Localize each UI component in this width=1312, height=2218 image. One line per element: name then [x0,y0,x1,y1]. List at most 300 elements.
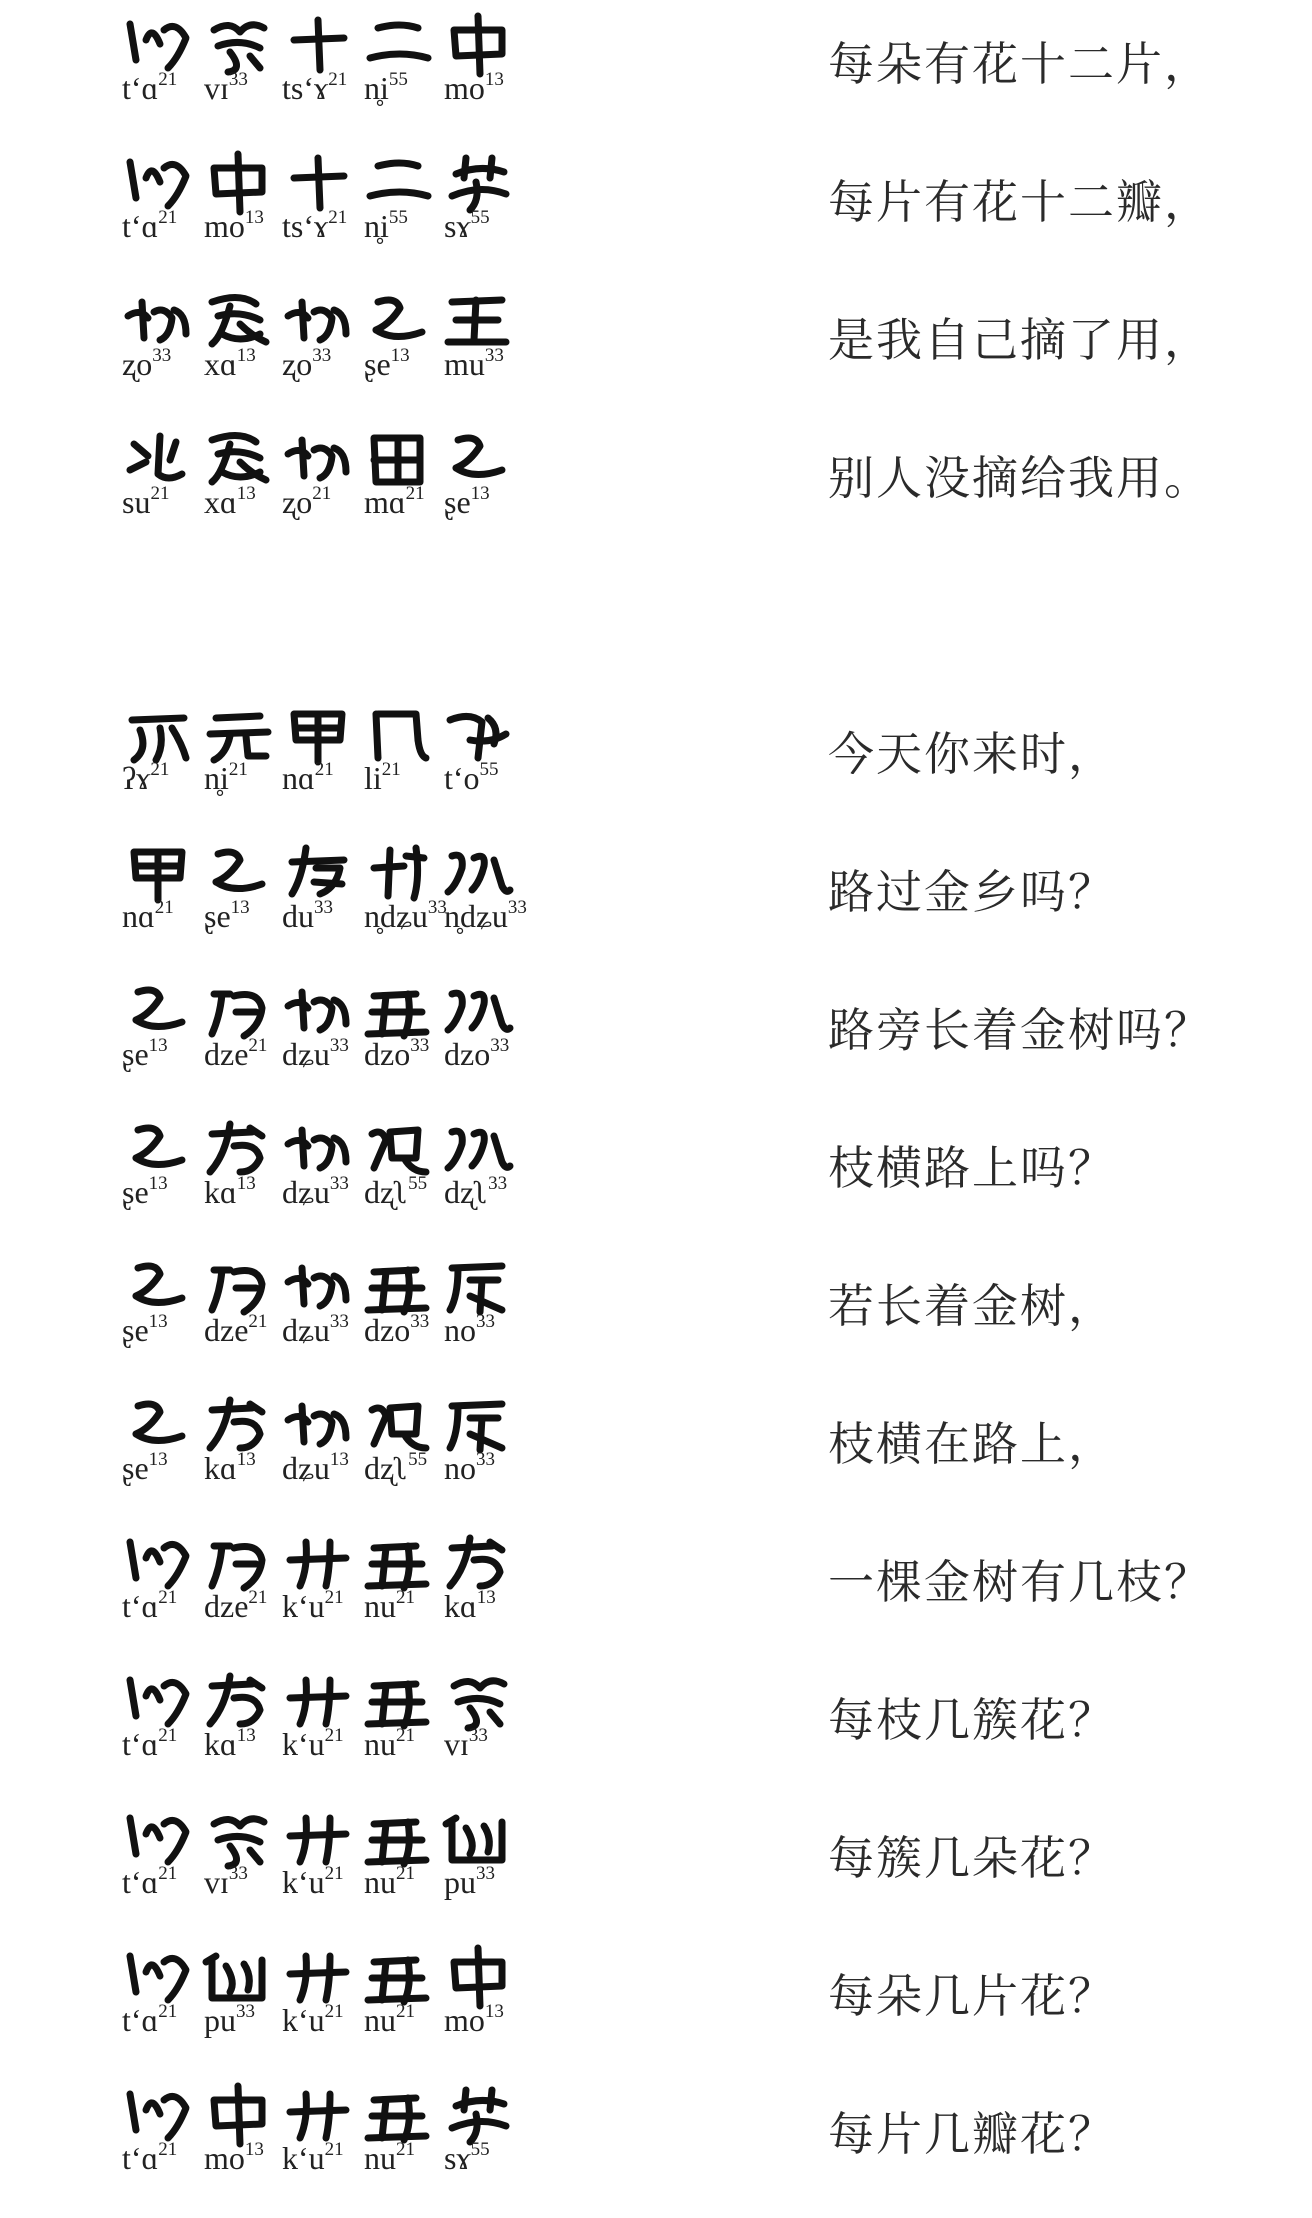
syllable [444,1726,488,1763]
glyph-f [440,2080,518,2148]
tone-number: 33 [410,1311,430,1333]
glyph-row [120,10,680,78]
romanization-row [122,484,682,524]
glyph-stroke [318,20,320,70]
glyph-stroke [470,182,477,210]
glyph-stroke [390,1130,418,1158]
glyph-row [120,1942,680,2010]
syllable [364,1726,415,1763]
glyph-stroke [484,1826,489,1852]
glyph-t [440,1114,518,1182]
glyph-stroke [212,1546,222,1586]
syllable [122,760,169,797]
tone-number: 21 [312,483,332,505]
glyph-stroke [214,25,264,32]
glyph-stroke [480,1280,482,1312]
syllable [364,1036,429,1073]
glyph-stroke [452,1822,502,1860]
glyph-stroke [494,1136,510,1167]
glyph-stroke [470,1434,502,1448]
glyph-stroke [376,300,400,330]
glyph-stroke [238,2086,240,2144]
song-line [0,148,1312,286]
glyph-stroke [292,860,344,862]
glyph-row [120,1390,680,1458]
glyph-h [200,286,278,354]
tone-number: 13 [236,345,256,367]
syllable [364,70,408,107]
syllable-text: dze [204,1588,249,1624]
glyph-stroke [334,1138,346,1162]
syllable-text: tsʻɤ [282,208,329,244]
glyph-u [200,976,278,1044]
glyph-stroke [130,1956,136,1992]
tone-number: 13 [148,1035,168,1057]
syllable [364,898,447,935]
syllable [204,1726,256,1763]
syllable [122,1036,168,1073]
syllable-text: kʻu [282,2140,325,2176]
glyph-stroke [382,996,386,1034]
glyph-row [120,148,680,216]
syllable [122,1864,177,1901]
translation: 枝横在路上， [828,1417,1116,1471]
syllable [364,2140,415,2177]
syllable-text: tʻo [444,760,480,796]
glyph-w [440,1528,518,1596]
glyph-z [280,2080,358,2148]
tone-number: 21 [324,1587,344,1609]
tone-number: 33 [329,1173,349,1195]
tone-number: 21 [324,1863,344,1885]
glyph-stroke [314,882,342,884]
glyph-stroke [302,1268,304,1304]
romanization-row [122,898,682,938]
tone-number: 21 [324,2001,344,2023]
romanization-row [122,1726,682,1766]
glyph-z [280,1666,358,1734]
glyph-stroke [456,468,502,475]
glyph-stroke [378,714,418,740]
tone-number: 33 [312,345,332,367]
syllable-text: tʻɑ [122,2002,159,2038]
translation: 每朵几片花？ [828,1969,1116,2023]
glyph-stroke [300,2094,306,2138]
tone-number: 21 [158,1587,178,1609]
glyph-a [120,10,198,78]
glyph-stroke [136,1434,182,1441]
glyph-row [120,838,680,906]
song-line [0,424,1312,562]
syllable-text: dzo [364,1036,411,1072]
syllable-text: vɪ [204,70,229,106]
syllable-text: tʻɑ [122,70,159,106]
glyph-stroke [172,728,186,758]
glyph-stroke [130,462,146,470]
glyph-stroke [326,1680,330,1724]
tone-number: 13 [236,1449,256,1471]
syllable [282,70,347,107]
romanization-row [122,208,682,248]
glyph-stroke [164,1958,186,2000]
syllable-text: mo [204,208,245,244]
syllable [444,760,499,797]
glyph-stroke [234,1697,260,1724]
glyph-m [120,700,198,768]
glyph-stroke [376,714,378,758]
syllable [282,1312,349,1349]
syllable [204,1312,267,1349]
glyph-stroke [300,1542,306,1586]
syllable-text: kʻu [282,2002,325,2038]
romanization-row [122,2002,682,2042]
syllable [122,1588,177,1625]
glyph-v [360,1804,438,1872]
tone-number: 33 [490,1035,510,1057]
glyph-stroke [368,1584,426,1586]
glyph-stroke [378,163,418,166]
glyph-stroke [368,1860,426,1862]
song-line [0,700,1312,838]
glyph-stroke [146,1965,160,1976]
romanization-row [122,1036,682,1076]
glyph-stroke [146,33,160,44]
song-line [0,1114,1312,1252]
translation: 若长着金树， [828,1279,1116,1333]
syllable-text: mu [444,346,485,382]
translation: 每朵有花十二片， [828,37,1212,91]
glyph-stroke [376,330,422,337]
syllable [204,1036,267,1073]
glyph-stroke [130,162,136,198]
glyph-stroke [368,1032,426,1034]
glyph-stroke [472,994,484,1028]
tone-number: 33 [410,1035,430,1057]
translation: 每簇几朵花？ [828,1831,1116,1885]
syllable [444,898,527,935]
glyph-stroke [382,1548,386,1586]
glyph-a [120,1804,198,1872]
syllable-text: ʂe [122,1312,149,1348]
glyph-i [200,838,278,906]
tone-number: 55 [408,1173,428,1195]
glyph-l [360,424,438,492]
glyph-d [360,10,438,78]
syllable [444,1036,509,1073]
syllable [444,2002,504,2039]
syllable-text: nu [364,1864,396,1900]
glyph-stroke [216,852,240,882]
tone-number: 21 [396,1587,415,1609]
syllable [122,2140,177,2177]
syllable [444,1174,507,1211]
glyph-stroke [234,1145,260,1172]
translation: 枝横路上吗？ [828,1141,1116,1195]
syllable-text: vɪ [444,1726,469,1762]
syllable-text: dzo [444,1036,491,1072]
syllable-text: dʐʅ [364,1450,409,1486]
glyph-stroke [470,734,506,741]
syllable-text: mo [444,2002,485,2038]
tone-number: 21 [248,1035,268,1057]
translation: 别人没摘给我用。 [828,451,1212,505]
glyph-o [120,838,198,906]
glyph-stroke [388,850,390,896]
song-line [0,1666,1312,1804]
syllable-text: n̥dʑu [444,898,508,934]
glyph-stroke [494,860,510,891]
romanization-row [122,1312,682,1352]
tone-number: 33 [152,345,172,367]
glyph-stroke [448,993,462,1030]
syllable-text: tʻɑ [122,2140,159,2176]
syllable-text: dʑu [282,1312,330,1348]
syllable [364,1450,427,1487]
glyph-stroke [470,1296,502,1310]
tone-number: 33 [488,1173,508,1195]
syllable-text: dʑu [282,1174,330,1210]
glyph-stroke [302,1130,304,1166]
glyph-stroke [466,1828,472,1854]
glyph-stroke [450,1268,458,1310]
glyph-a [120,148,198,216]
tone-number: 21 [228,759,248,781]
glyph-stroke [134,444,148,456]
syllable [204,2002,255,2039]
syllable-text: ʂe [122,1450,149,1486]
glyph-i [360,286,438,354]
syllable-text: n̥i [364,208,389,244]
glyph-stroke [418,740,426,758]
glyph-stroke [474,1559,500,1586]
glyph-a [120,1942,198,2010]
tone-number: 55 [470,2139,490,2161]
glyph-stroke [164,26,186,68]
syllable [282,898,333,935]
glyph-stroke [216,882,262,889]
syllable-text: ʂe [444,484,471,520]
syllable [204,346,256,383]
glyph-stroke [130,1542,136,1578]
glyph-g [280,976,358,1044]
syllable-text: nɑ [282,760,315,796]
glyph-b [440,1666,518,1734]
glyph-i [120,976,198,1044]
glyph-stroke [372,1408,386,1444]
glyph-stroke [472,856,484,890]
song-line [0,1528,1312,1666]
romanization-row [122,2140,682,2180]
glyph-v [360,1528,438,1596]
syllable [364,2002,415,2039]
translation: 路过金乡吗？ [828,865,1116,919]
glyph-stroke [226,1966,232,1992]
tone-number: 33 [329,1035,349,1057]
tone-number: 21 [396,1863,415,1885]
glyph-stroke [164,1544,186,1586]
translation: 每枝几簇花？ [828,1693,1116,1747]
tone-number: 21 [158,1863,178,1885]
syllable-text: dʑu [282,1450,330,1486]
glyph-d [360,148,438,216]
syllable [122,1174,168,1211]
syllable [282,1588,344,1625]
glyph-x [360,1390,438,1458]
syllable-text: dze [204,1036,249,1072]
glyph-v [360,1252,438,1320]
syllable-text: kɑ [204,1174,237,1210]
glyph-stroke [472,1132,484,1166]
syllable [204,1450,256,1487]
romanization-row [122,1174,682,1214]
syllable-text: n̥dʑu [364,898,428,934]
glyph-stroke [164,2096,186,2138]
glyph-t [440,976,518,1044]
tone-number: 33 [228,1863,248,1885]
tone-number: 33 [476,1863,495,1885]
glyph-v [360,1942,438,2010]
tone-number: 33 [484,345,504,367]
syllable-text: mɑ [364,484,406,520]
glyph-stroke [334,1276,346,1300]
glyph-stroke [334,448,346,472]
syllable-text: vɪ [204,1864,229,1900]
syllable [364,1864,415,1901]
glyph-stroke [334,310,346,334]
syllable-text: no [444,1450,476,1486]
glyph-stroke [290,1558,346,1560]
syllable-text: dze [204,1312,249,1348]
tone-number: 13 [390,345,410,367]
glyph-stroke [464,2090,466,2110]
glyph-stroke [370,54,428,58]
glyph-row [120,1252,680,1320]
glyph-stroke [164,1820,186,1862]
glyph-stroke [326,1956,330,2000]
song-line [0,1252,1312,1390]
glyph-stroke [480,1418,482,1450]
glyph-stroke [234,1421,260,1448]
romanization-row [122,1588,682,1628]
glyph-g [280,286,358,354]
syllable [444,70,504,107]
tone-number: 21 [158,2139,178,2161]
syllable [364,484,425,521]
syllable [204,760,248,797]
syllable [282,1036,349,1073]
tone-number: 55 [388,207,408,229]
glyph-aa [200,1942,278,2010]
syllable-text: ʔɤ [122,760,151,796]
glyph-stroke [218,42,260,48]
glyph-g [280,1390,358,1458]
glyph-w [200,1666,278,1734]
glyph-stroke [146,171,160,182]
syllable [204,484,256,521]
glyph-stroke [130,2094,136,2130]
glyph-stroke [156,728,161,760]
glyph-stroke [490,158,492,178]
glyph-stroke [238,154,240,212]
syllable [282,1726,344,1763]
glyph-stroke [250,1850,260,1862]
syllable [204,898,250,935]
syllable [444,2140,490,2177]
glyph-stroke [334,1414,346,1438]
syllable [122,898,174,935]
tone-number: 21 [150,483,170,505]
glyph-stroke [290,1972,346,1974]
romanization-row [122,1450,682,1490]
glyph-row [120,286,680,354]
glyph-b [200,10,278,78]
tone-number: 33 [468,1725,488,1747]
glyph-stroke [222,334,260,339]
syllable-text: nu [364,2140,396,2176]
translation: 每片有花十二瓣， [828,175,1212,229]
tone-number: 13 [476,1587,496,1609]
syllable-text: sɤ [444,208,471,244]
syllable [282,1864,344,1901]
glyph-g [280,424,358,492]
syllable [282,1174,349,1211]
glyph-stroke [174,310,186,334]
syllable-text: kɑ [444,1588,477,1624]
syllable [122,2002,177,2039]
glyph-stroke [490,2090,492,2110]
syllable-text: nu [364,1726,396,1762]
glyph-stroke [314,1414,332,1444]
syllable-text: dʑu [282,1036,330,1072]
glyph-stroke [302,440,304,476]
glyph-w [200,1390,278,1458]
glyph-stroke [448,1131,462,1168]
glyph-stroke [170,442,176,460]
glyph-stroke [132,718,184,720]
tone-number: 33 [236,2001,255,2023]
glyph-n [200,700,278,768]
tone-number: 33 [314,897,333,919]
syllable-text: nu [364,1588,396,1624]
tone-number: 21 [248,1311,268,1333]
glyph-stroke [454,1681,504,1688]
glyph-stroke [244,1964,249,1990]
syllable [444,1312,495,1349]
glyph-stroke [302,992,304,1028]
glyph-r [280,838,358,906]
syllable [364,1174,427,1211]
glyph-stroke [290,1834,346,1836]
syllable-text: nɑ [122,898,155,934]
tone-number: 33 [507,897,527,919]
tone-number: 21 [324,1725,344,1747]
song-line [0,2080,1312,2218]
tone-number: 21 [328,69,348,91]
glyph-u [200,1528,278,1596]
syllable [364,1312,429,1349]
glyph-stroke [212,435,256,442]
translation: 一棵金树有几枝？ [828,1555,1212,1609]
glyph-row [120,1666,680,1734]
glyph-stroke [478,16,480,74]
glyph-e [440,1942,518,2010]
glyph-stroke [136,1020,182,1027]
glyph-s [360,838,438,906]
glyph-e [440,10,518,78]
syllable [444,1450,495,1487]
glyph-stroke [334,1000,346,1024]
syllable-text: li [364,760,382,796]
